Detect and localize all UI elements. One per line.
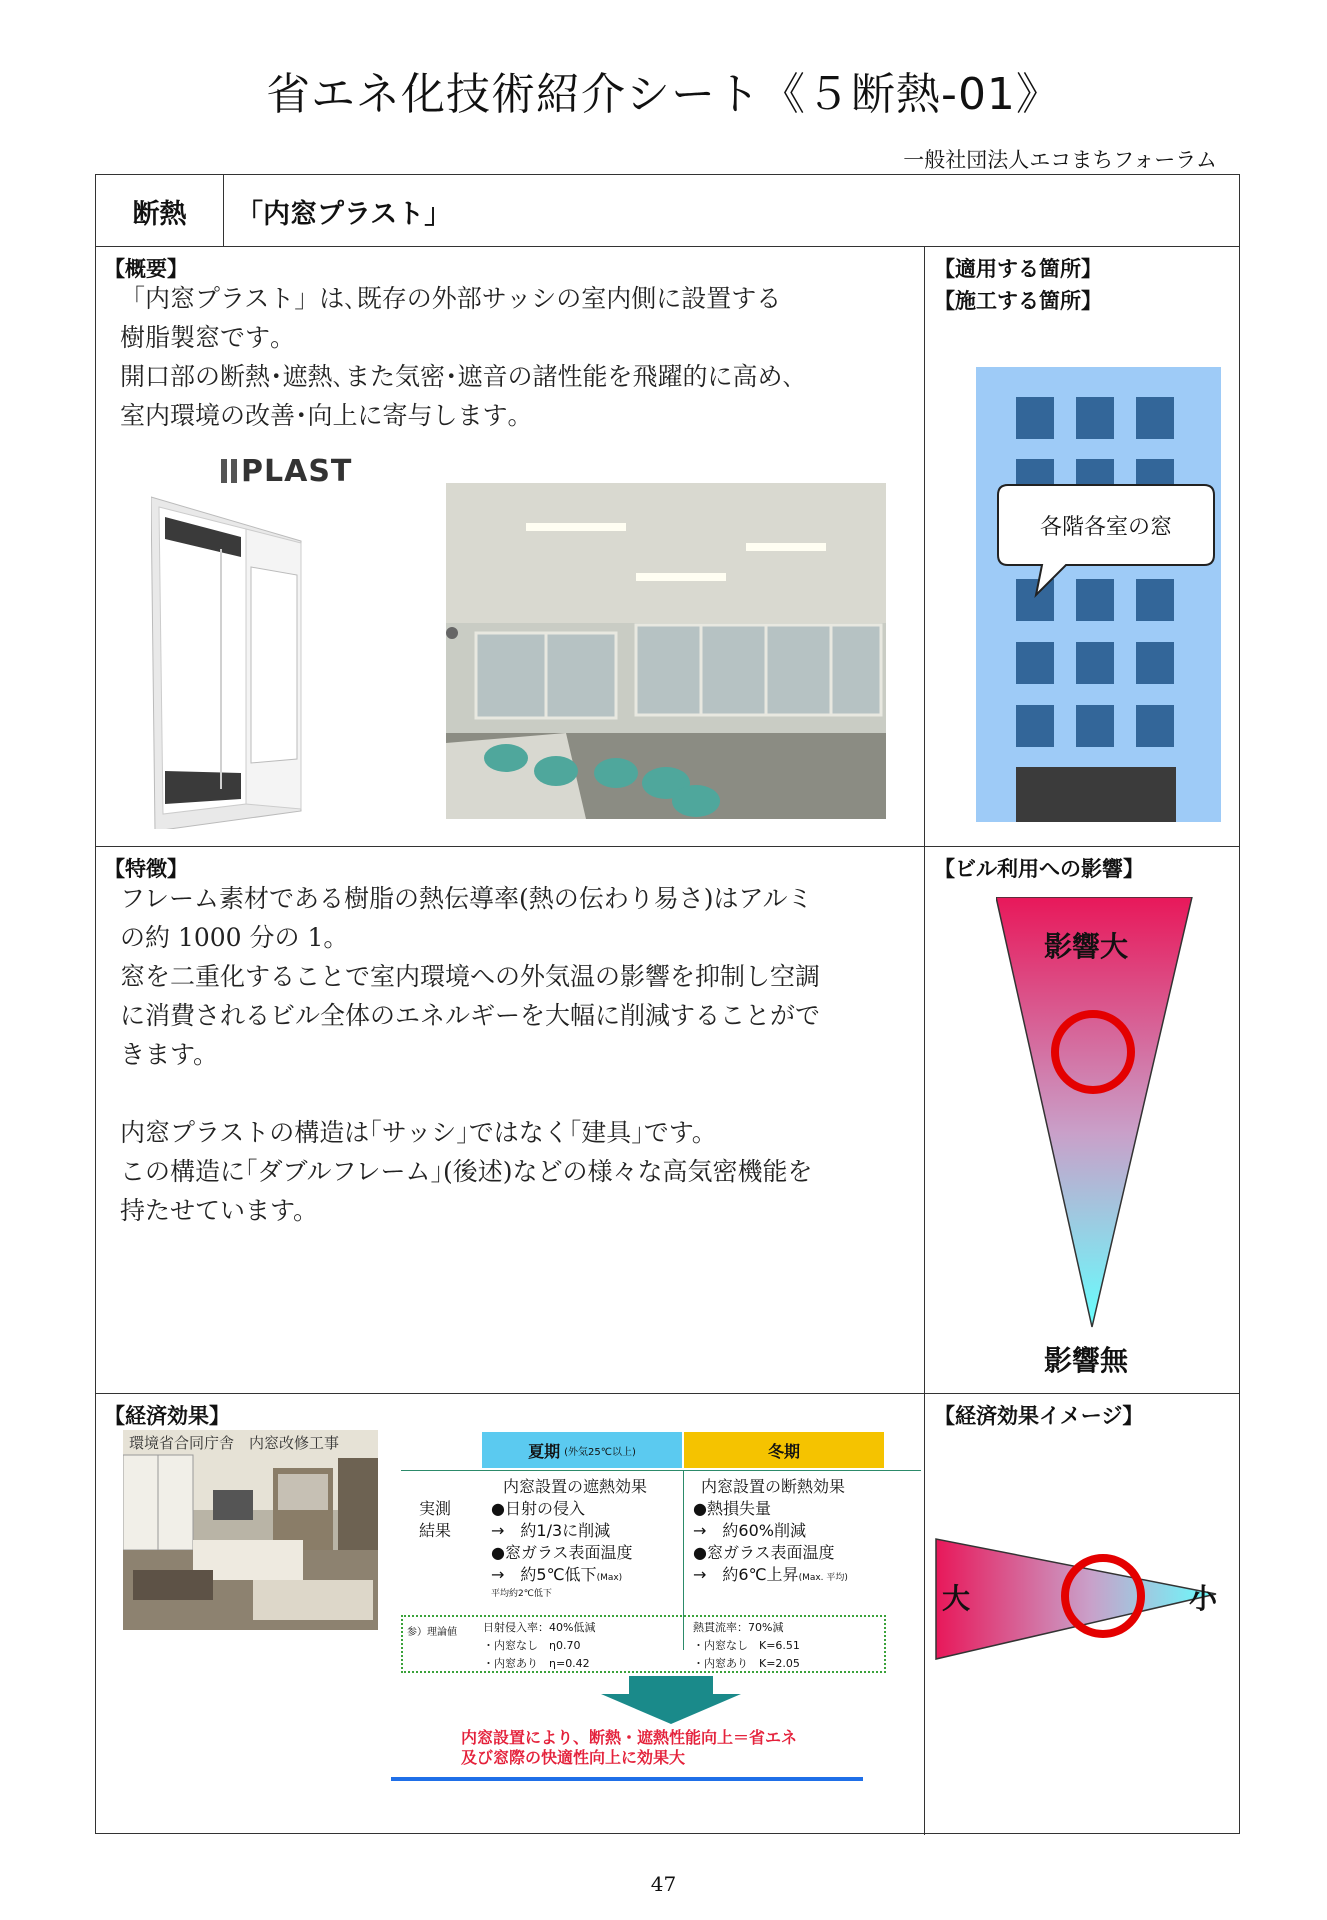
- technology-sheet: [95, 174, 1240, 1834]
- office-photo: [123, 1430, 378, 1630]
- header-row: [96, 175, 1239, 247]
- economic-large-label: 大: [942, 1582, 971, 1615]
- winter-header: 冬期: [684, 1432, 884, 1468]
- theory-box: 参）理論値 日射侵入率：40%低減 ・内窓なし η0.70 ・内窓あり η=0.42 熱貫流率：70%減 ・内窓なし K=6.51 ・内窓あり K=2.05: [401, 1615, 886, 1673]
- room-photo: [446, 483, 886, 819]
- impact-top-label: 影響大: [1044, 930, 1129, 963]
- building-illustration: [976, 367, 1221, 822]
- page-number: 47: [650, 1872, 677, 1896]
- summer-header: 夏期 (外気25℃以上): [482, 1432, 682, 1468]
- overview-label: 【概要】: [104, 257, 188, 281]
- down-arrow-icon: [601, 1676, 741, 1724]
- measurement-results-table: [401, 1432, 921, 1792]
- summer-results: 内窓設置の遮熱効果 ●日射の侵入 → 約1/3に削減 ●窓ガラス表面温度 → 約5℃低下(Max) 平均約2℃低下: [491, 1477, 648, 1599]
- organization-name: 一般社団法人エコまちフォーラム: [903, 148, 1217, 172]
- page-title: 省エネ化技術紹介シート《５断熱-01》: [266, 69, 1061, 120]
- office-photo-caption: 環境省合同庁舎 内窓改修工事: [129, 1434, 340, 1452]
- overview-row: [96, 247, 1239, 847]
- features-label: 【特徴】: [104, 857, 188, 881]
- overview-text: 「内窓プラスト」は､既存の外部サッシの室内側に設置する 樹脂製窓です｡ 開口部の断熱･遮熱､また気密･遮音の諸性能を飛躍的に高め､ 室内環境の改善･向上に寄与します｡: [120, 284, 796, 430]
- applicable-location-label: 【適用する箇所】: [934, 257, 1102, 281]
- features-text: フレーム素材である樹脂の熱伝導率(熱の伝わり易さ)はアルミ の約 1000 分の 1。 窓を二重化することで室内環境への外気温の影響を抑制し空調 に消費されるビル全体のエネルギーを大幅に削減することがで きます。 内窓プラストの構造は｢サッシ｣ではなく｢建具｣です。 この構造に｢ダブルフレーム｣(後述)などの様々な高気密機能を 持たせています。: [120, 884, 821, 1225]
- economic-effect-label: 【経済効果】: [104, 1404, 230, 1428]
- location-callout: 各階各室の窓: [1039, 514, 1172, 540]
- impact-triangle: [996, 897, 1196, 1387]
- economic-small-label: 小: [1189, 1582, 1218, 1615]
- economic-effect-wedge: [934, 1524, 1224, 1674]
- plast-logo: PLAST: [221, 454, 352, 489]
- window-product-image: [151, 454, 361, 829]
- impact-bottom-label: 影響無: [1044, 1344, 1129, 1377]
- building-impact-label: 【ビル利用への影響】: [934, 857, 1144, 881]
- economic-row: [96, 1394, 1239, 1835]
- category-cell: 断熱: [96, 175, 224, 247]
- construction-location-label: 【施工する箇所】: [934, 289, 1102, 313]
- measured-results-label: 実測結果: [419, 1499, 452, 1540]
- conclusion-text: 内窓設置により、断熱・遮熱性能向上＝省エネ 及び窓際の快適性向上に効果大: [461, 1728, 798, 1767]
- winter-results: 内窓設置の断熱効果 ●熱損失量 → 約60%削減 ●窓ガラス表面温度 → 約6℃上昇(Max. 平均): [693, 1477, 848, 1584]
- product-name: 「内窓プラスト」: [236, 198, 452, 230]
- economic-image-label: 【経済効果イメージ】: [934, 1404, 1144, 1428]
- features-row: [96, 847, 1239, 1394]
